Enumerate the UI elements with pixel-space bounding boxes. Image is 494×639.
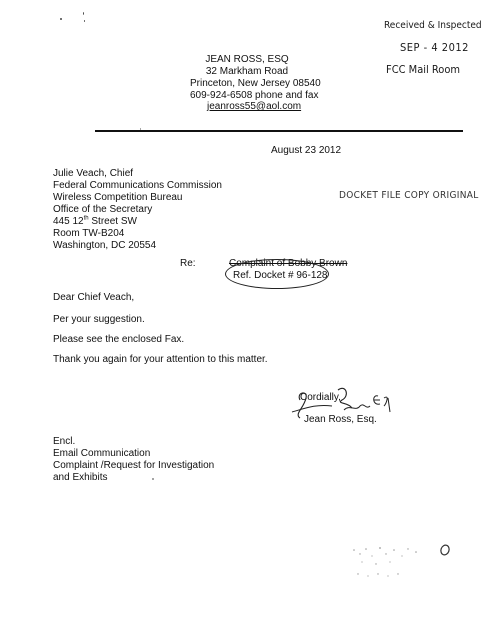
- letter-date: August 23 2012: [271, 145, 342, 156]
- recipient-line-6: Room TW-B204: [53, 228, 125, 239]
- re-label: Re:: [180, 258, 196, 269]
- recipient-line-5-prefix: 445 12: [53, 216, 84, 227]
- scan-speck: [60, 18, 62, 20]
- closing-cordially: Cordially,: [300, 392, 341, 403]
- handwritten-signature-icon: [286, 382, 396, 430]
- recipient-line-5-suffix: Street SW: [88, 216, 137, 227]
- sender-city: Princeton, New Jersey 08540: [190, 78, 321, 89]
- enclosure-item-2: Complaint /Request for Investigation: [53, 460, 215, 471]
- sender-street: 32 Markham Road: [205, 66, 289, 77]
- enclosure-item-1: Email Communication: [53, 448, 151, 459]
- recipient-line-3: Wireless Competition Bureau: [53, 192, 183, 203]
- re-docket-reference: Ref. Docket # 96-128: [233, 270, 328, 281]
- sender-phone: 609-924-6508 phone and fax: [190, 90, 319, 101]
- body-paragraph-1: Per your suggestion.: [53, 314, 145, 325]
- scan-speck: [84, 20, 85, 22]
- recipient-line-5: [53, 216, 137, 228]
- body-paragraph-3: Thank you again for your attention to this matter.: [53, 354, 268, 365]
- sender-name: JEAN ROSS, ESQ: [205, 54, 289, 65]
- received-stamp-room: FCC Mail Room: [386, 63, 461, 76]
- recipient-line-2: Federal Communications Commission: [53, 180, 222, 191]
- scan-speck: [83, 12, 84, 15]
- received-stamp-date: SEP - 4 2012: [400, 41, 469, 54]
- docket-circled-ellipse: [225, 259, 329, 289]
- scan-speck: [140, 128, 141, 130]
- recipient-line-5-sup: th: [83, 215, 89, 222]
- recipient-line-7: Washington, DC 20554: [53, 240, 157, 251]
- scan-noise-icon: [350, 540, 460, 580]
- enclosure-item-3: and Exhibits: [53, 472, 108, 483]
- recipient-line-4: Office of the Secretary: [53, 204, 153, 215]
- sender-email-link[interactable]: jeanross55@aol.com: [207, 101, 302, 112]
- scan-speck: [152, 478, 154, 480]
- re-complaint-struck: Complaint of Bobby Brown: [229, 258, 348, 269]
- header-divider: [95, 130, 463, 132]
- closing-signature-name: Jean Ross, Esq.: [304, 414, 377, 425]
- salutation: Dear Chief Veach,: [53, 292, 135, 303]
- recipient-line-1: Julie Veach, Chief: [53, 168, 134, 179]
- enclosures-label: Encl.: [53, 436, 76, 447]
- received-stamp-text: Received & Inspected: [384, 20, 482, 31]
- body-paragraph-2: Please see the enclosed Fax.: [53, 334, 185, 345]
- docket-file-copy-stamp: DOCKET FILE COPY ORIGINAL: [339, 190, 479, 201]
